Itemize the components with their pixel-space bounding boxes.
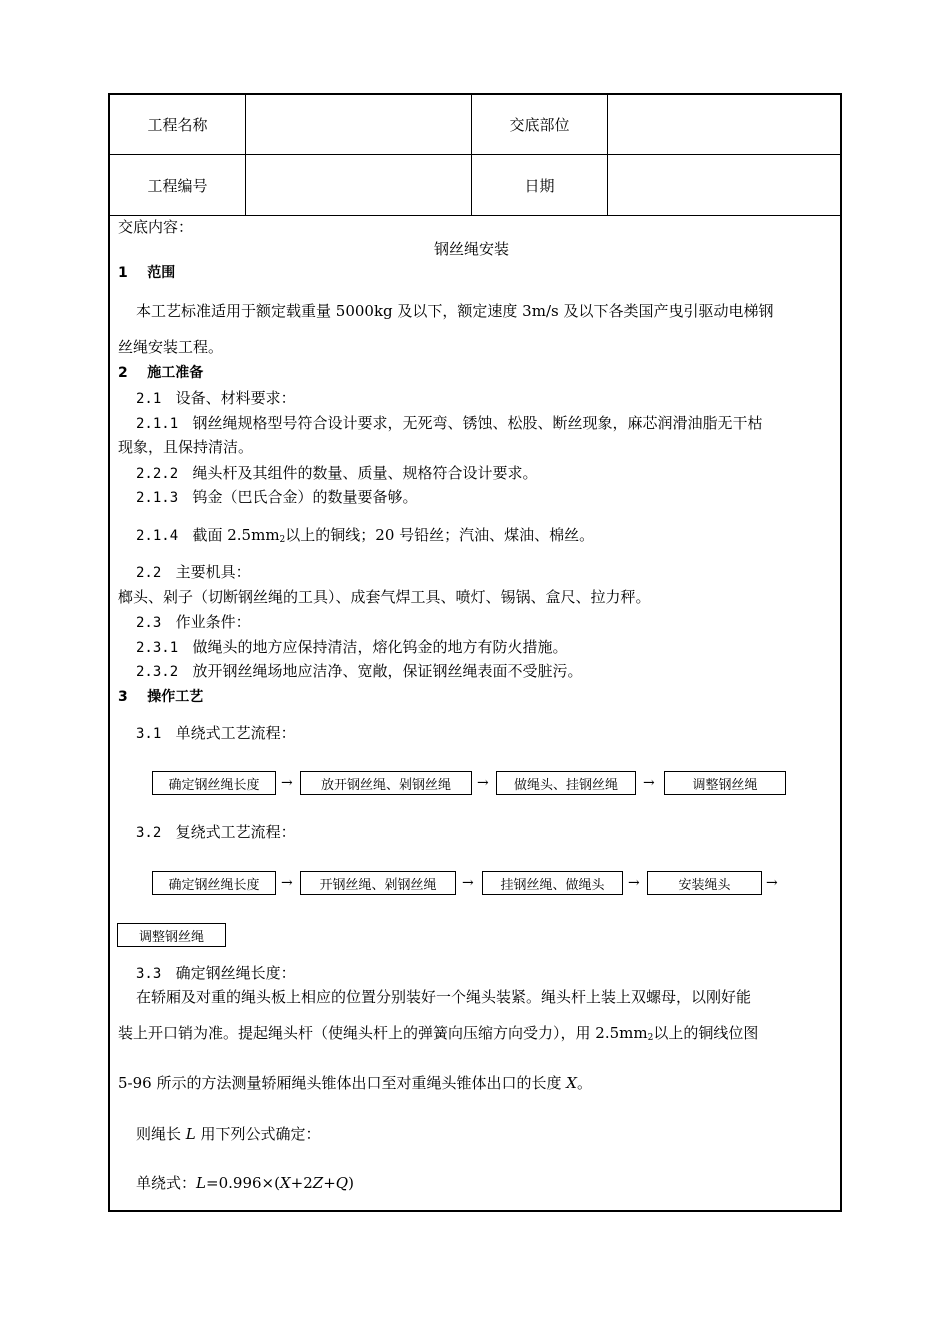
project-no-label: 工程编号	[110, 155, 246, 215]
section-3-title: 操作工艺	[147, 689, 204, 705]
flow2-step-4: 安装绳头	[647, 871, 762, 895]
item-2-3-1	[136, 638, 567, 657]
project-no-value[interactable]	[246, 155, 472, 215]
item-3-3-text: 确定钢丝绳长度：	[175, 964, 296, 982]
section-3-heading	[118, 688, 203, 706]
header-table	[110, 95, 840, 216]
item-2-3	[136, 613, 251, 632]
item-3-1-number: 3.1	[136, 726, 162, 742]
flow1-arrow-2: →	[477, 775, 489, 791]
item-2-1-1-cont: 现象，且保持清洁。	[118, 438, 254, 456]
section-1-para-2: 丝绳安装工程。	[118, 338, 224, 356]
flow1-step-3: 做绳头、挂钢丝绳	[496, 771, 636, 795]
section-2-title: 施工准备	[147, 365, 204, 381]
header-row-1	[110, 95, 840, 155]
item-2-3-2	[136, 662, 582, 681]
date-label: 日期	[472, 155, 608, 215]
section-3-3-para-3	[118, 1074, 592, 1092]
section-1-number: 1	[118, 265, 128, 281]
item-2-1-3-number: 2.1.3	[136, 490, 179, 506]
project-name-label: 工程名称	[110, 95, 246, 154]
item-3-3	[136, 964, 296, 983]
item-2-2-2-number: 2.2.2	[136, 466, 179, 482]
section-3-3-para-1: 在轿厢及对重的绳头板上相应的位置分别装好一个绳头装紧。绳头杆上装上双螺母，以刚好能	[136, 988, 752, 1006]
para-4-text-a: 则绳长	[136, 1125, 186, 1143]
section-2-number: 2	[118, 365, 128, 381]
item-2-1-4-subscript: 2	[279, 535, 286, 545]
item-2-3-1-text: 做绳头的地方应保持清洁，熔化钨金的地方有防火措施。	[192, 638, 568, 656]
section-3-3-para-2	[118, 1024, 758, 1047]
item-2-3-number: 2.3	[136, 615, 162, 631]
item-3-3-number: 3.3	[136, 966, 162, 982]
para-2-subscript: 2	[647, 1033, 654, 1043]
para-2-text-a: 装上开口销为准。提起绳头杆（使绳头杆上的弹簧向压缩方向受力），用 2.5mm	[118, 1024, 648, 1042]
formula-label: 单绕式：	[136, 1174, 197, 1192]
item-3-1-text: 单绕式工艺流程：	[175, 724, 296, 742]
section-2-heading	[118, 364, 203, 382]
content-label: 交底内容：	[118, 218, 194, 236]
item-2-2-number: 2.2	[136, 565, 162, 581]
formula: L=0.996×(X+2Z+Q)	[196, 1174, 354, 1192]
flow1-step-1: 确定钢丝绳长度	[152, 771, 276, 795]
project-name-value[interactable]	[246, 95, 472, 154]
para-3-text-a: 5-96 所示的方法测量轿厢绳头锥体出口至对重绳头锥体出口的长度	[118, 1074, 567, 1092]
location-label: 交底部位	[472, 95, 608, 154]
flow1-step-2: 放开钢丝绳、剁钢丝绳	[300, 771, 472, 795]
section-3-3-para-4	[136, 1125, 321, 1143]
item-2-1-3	[136, 488, 417, 507]
item-2-1-3-text: 钨金（巴氏合金）的数量要备够。	[192, 488, 418, 506]
item-2-1	[136, 389, 296, 408]
item-3-2	[136, 823, 296, 842]
item-2-3-2-text: 放开钢丝绳场地应洁净、宽敞，保证钢丝绳表面不受脏污。	[192, 662, 583, 680]
section-1-para-1: 本工艺标准适用于额定载重量 5000kg 及以下，额定速度 3m/s 及以下各类国产曳引驱动电梯钢	[136, 302, 774, 320]
item-2-1-4-number: 2.1.4	[136, 528, 179, 544]
item-2-1-4-text-b: 以上的铜线；20 号铅丝；汽油、煤油、棉丝。	[285, 526, 595, 544]
flow2-step-2: 开钢丝绳、剁钢丝绳	[300, 871, 456, 895]
flow1-arrow-3: →	[643, 775, 655, 791]
section-1-title: 范围	[147, 265, 176, 281]
flow1-arrow-1: →	[281, 775, 293, 791]
flow2-step-5: 调整钢丝绳	[117, 923, 226, 947]
item-3-2-number: 3.2	[136, 825, 162, 841]
flow2-arrow-3: →	[628, 875, 640, 891]
flow2-arrow-4: →	[766, 875, 778, 891]
date-value[interactable]	[608, 155, 840, 215]
doc-title: 钢丝绳安装	[434, 240, 510, 258]
para-4-text-b: 用下列公式确定：	[195, 1125, 321, 1143]
location-value[interactable]	[608, 95, 840, 154]
item-2-3-1-number: 2.3.1	[136, 640, 179, 656]
item-2-1-text: 设备、材料要求：	[175, 389, 296, 407]
item-2-2-2	[136, 464, 537, 483]
formula-line	[136, 1174, 354, 1192]
item-2-2-2-text: 绳头杆及其组件的数量、质量、规格符合设计要求。	[192, 464, 538, 482]
para-3-variable: X	[566, 1074, 577, 1092]
item-3-2-text: 复绕式工艺流程：	[175, 823, 296, 841]
section-3-number: 3	[118, 689, 128, 705]
flow1-step-4: 调整钢丝绳	[664, 771, 786, 795]
para-4-variable: L	[185, 1125, 196, 1143]
item-2-3-text: 作业条件：	[175, 613, 251, 631]
item-2-1-1-text: 钢丝绳规格型号符合设计要求，无死弯、锈蚀、松股、断丝现象，麻芯润滑油脂无干枯	[192, 414, 763, 432]
para-3-text-b: 。	[576, 1074, 592, 1092]
para-2-text-b: 以上的铜线位图	[653, 1024, 759, 1042]
item-2-1-1	[136, 414, 762, 433]
item-2-2	[136, 563, 251, 582]
item-2-2-text: 主要机具：	[175, 563, 251, 581]
item-3-1	[136, 724, 296, 743]
item-2-3-2-number: 2.3.2	[136, 664, 179, 680]
item-2-1-number: 2.1	[136, 391, 162, 407]
section-1-heading	[118, 264, 175, 282]
flow2-step-1: 确定钢丝绳长度	[152, 871, 276, 895]
item-2-1-1-number: 2.1.1	[136, 416, 179, 432]
flow2-step-3: 挂钢丝绳、做绳头	[482, 871, 623, 895]
tools-list: 榔头、剁子（切断钢丝绳的工具）、成套气焊工具、喷灯、锡锅、盒尺、拉力秤。	[118, 588, 651, 606]
flow2-arrow-1: →	[281, 875, 293, 891]
header-row-2	[110, 155, 840, 215]
item-2-1-4-text-a: 截面 2.5mm	[192, 526, 280, 544]
item-2-1-4	[136, 526, 594, 549]
flow2-arrow-2: →	[462, 875, 474, 891]
